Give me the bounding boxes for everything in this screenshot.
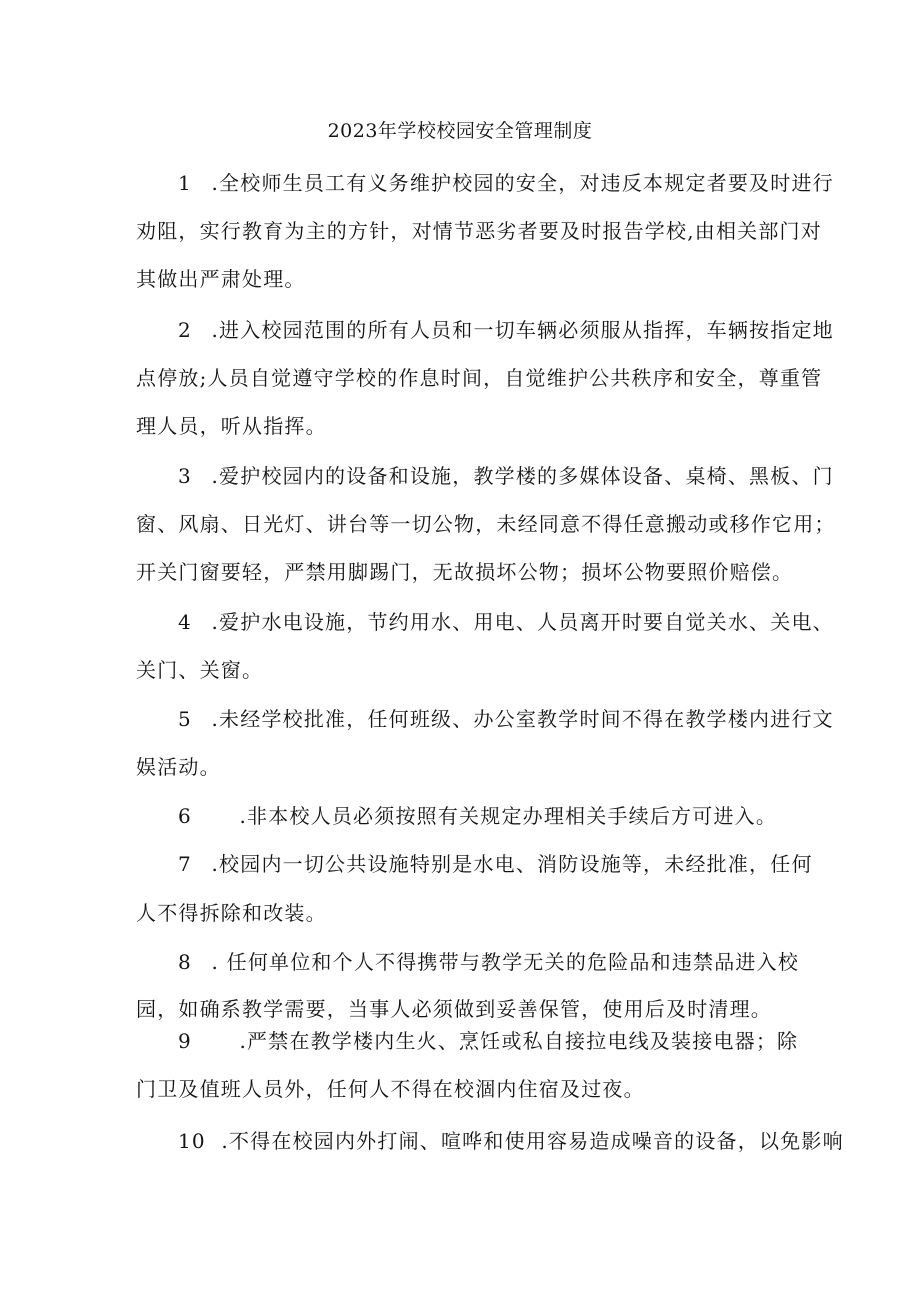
list-item-9-line-2: 门卫及值班人员外，任何人不得在校涸内住宿及过夜。 [136, 1077, 645, 1101]
list-item-4-line-1 [178, 610, 834, 634]
list-item-9-line-1 [178, 1029, 798, 1053]
list-item-2-line-2: 点停放;人员自觉遵守学校的作息时间，自觉维护公共秩序和安全，尊重管 [136, 366, 823, 390]
item-number: 9 [178, 1029, 192, 1053]
list-item-1-line-3: 其做出严肃处理。 [136, 267, 306, 291]
item-text: .未经学校批准，任何班级、办公室教学时间不得在教学楼内进行文 [211, 707, 834, 731]
list-item-7-line-1 [178, 852, 813, 876]
list-item-7-line-2: 人不得拆除和改装。 [136, 901, 327, 925]
list-item-1-line-1 [178, 171, 834, 195]
item-number: 2 [178, 318, 192, 342]
item-text: .爱护水电设施，节约用水、用电、人员离开时要自觉关水、关电、 [211, 610, 834, 634]
list-item-3-line-2: 窗、风扇、日光灯、讲台等一切公物，未经同意不得任意搬动或移作它用； [136, 512, 836, 536]
list-item-4-line-2: 关门、关窗。 [136, 658, 264, 682]
list-item-1-line-2: 劝阻，实行教育为主的方针，对情节恶劣者要及时报告学校,由相关部门对 [136, 219, 822, 243]
list-item-6-line-1 [178, 804, 777, 828]
item-text: .非本校人员必须按照有关规定办理相关手续后方可进入。 [239, 804, 778, 828]
list-item-8-line-1 [178, 950, 799, 974]
item-text: .不得在校园内外打闹、喧哗和使用容易造成噪音的设备，以免影响 [221, 1129, 844, 1153]
list-item-2-line-3: 理人员，听从指挥。 [136, 414, 327, 438]
item-text: .进入校园范围的所有人员和一切车辆必须服从指挥，车辆按指定地 [211, 318, 834, 342]
item-text: . 任何单位和个人不得携带与教学无关的危险品和违禁品进入校 [211, 950, 800, 974]
item-number: 10 [178, 1129, 206, 1153]
list-item-5-line-1 [178, 707, 834, 731]
item-number: 4 [178, 610, 192, 634]
list-item-3-line-3: 开关门窗要轻，严禁用脚踢门，无故损坏公物；损坏公物要照价赔偿。 [136, 560, 794, 584]
item-text: .全校师生员工有义务维护校园的安全，对违反本规定者要及时进行 [211, 171, 834, 195]
list-item-5-line-2: 娱活动。 [136, 755, 221, 779]
list-item-10-line-1 [178, 1129, 844, 1153]
list-item-2-line-1 [178, 318, 834, 342]
item-number: 5 [178, 707, 192, 731]
page-title: 2023年学校校园安全管理制度 [327, 120, 593, 142]
item-number: 7 [178, 852, 192, 876]
item-number: 1 [178, 171, 192, 195]
item-number: 3 [178, 464, 192, 488]
item-text: .爱护校园内的设备和设施，教学楼的多媒体设备、桌椅、黑板、门 [211, 464, 834, 488]
item-text: .校园内一切公共设施特别是水电、消防设施等，未经批准，任何 [211, 852, 813, 876]
list-item-3-line-1 [178, 464, 834, 488]
list-item-8-line-2: 园，如确系教学需要，当事人必须做到妥善保管，使用后及时清理。 [136, 997, 772, 1021]
item-number: 8 [178, 950, 192, 974]
item-text: .严禁在教学楼内生火、烹饪或私自接拉电线及装接电器；除 [239, 1029, 799, 1053]
item-number: 6 [178, 804, 192, 828]
